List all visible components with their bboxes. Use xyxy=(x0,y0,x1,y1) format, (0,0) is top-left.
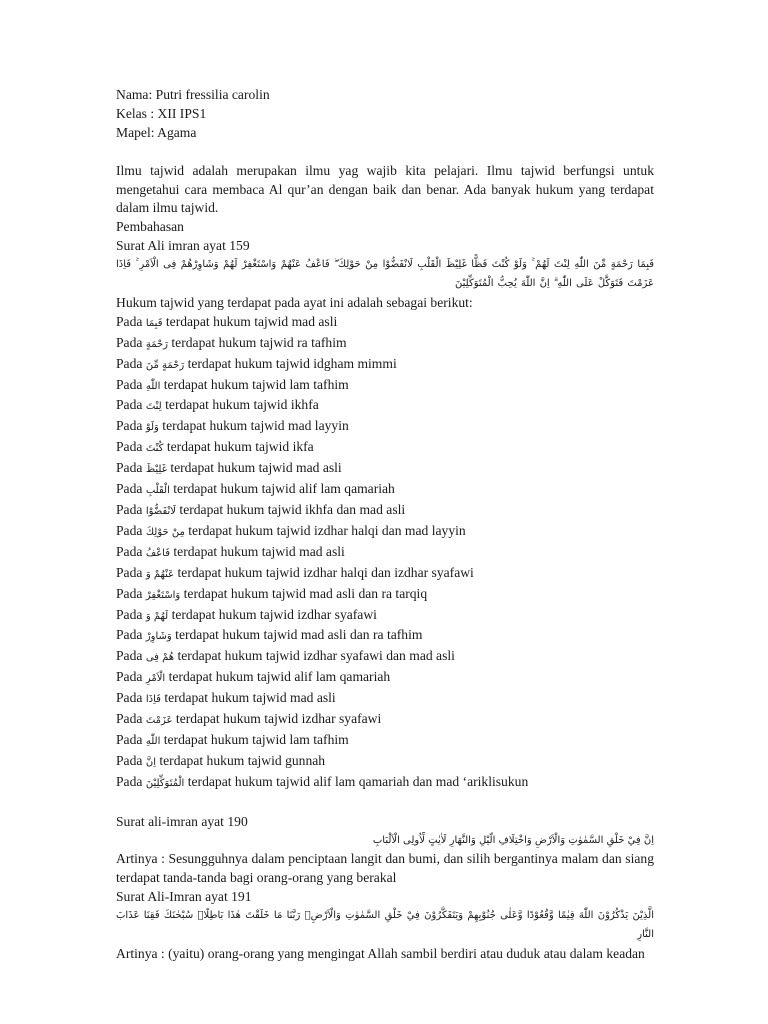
surah-191-title: Surat Ali-Imran ayat 191 xyxy=(116,889,252,905)
tajwid-rule: terdapat hukum tajwid alif lam qamariah dan mad ‘ariklisukun xyxy=(187,773,529,789)
tajwid-list-item xyxy=(116,668,654,689)
surah-190-translation: Artinya : Sesungguhnya dalam penciptaan langit dan bumi, dan silih bergantinya malam dan siang terdapat tanda-tanda bagi orang-orang yang berakal xyxy=(116,851,654,886)
pada-label: Pada xyxy=(116,313,143,329)
arabic-word: لِنْتَ xyxy=(145,401,162,413)
tajwid-rule: terdapat hukum tajwid izdhar syafawi xyxy=(171,606,377,622)
tajwid-rule: terdapat hukum tajwid ikhfa xyxy=(165,397,319,413)
spacer xyxy=(116,143,654,162)
document-content xyxy=(116,86,654,964)
arabic-word: اِنَّ xyxy=(145,756,156,768)
tajwid-rule: terdapat hukum tajwid lam tafhim xyxy=(163,731,349,747)
tajwid-list-item xyxy=(116,710,654,731)
section-heading: Pembahasan xyxy=(116,219,184,235)
pada-label: Pada xyxy=(116,711,143,727)
tajwid-rule: terdapat hukum tajwid izdhar syafawi xyxy=(175,711,382,727)
pada-label: Pada xyxy=(116,669,143,685)
arabic-word: مِنْ حَوْلِكَ xyxy=(145,526,185,538)
tajwid-rule: terdapat hukum tajwid izdhar syafawi dan mad asli xyxy=(177,648,455,664)
arabic-word: فَاِذَا xyxy=(145,694,161,706)
pada-label: Pada xyxy=(116,564,143,580)
tajwid-list-item xyxy=(116,647,654,668)
tajwid-list-item xyxy=(116,606,654,627)
tajwid-list-item xyxy=(116,773,654,794)
arabic-word: غَلِيْظَ xyxy=(145,464,167,476)
tajwid-list-item xyxy=(116,689,654,710)
arabic-word: وَاسْتَغْفِرْ xyxy=(145,589,181,601)
pada-label: Pada xyxy=(116,460,143,476)
pada-label: Pada xyxy=(116,543,143,559)
pada-label: Pada xyxy=(116,648,143,664)
arabic-word: هُمْ فِى xyxy=(145,652,175,664)
arabic-word: الْاَمْرِ xyxy=(145,673,166,685)
tajwid-list-item xyxy=(116,731,654,752)
surah-159-title: Surat Ali imran ayat 159 xyxy=(116,238,250,254)
arabic-word: الْقَلْبِ xyxy=(145,485,170,497)
tajwid-rule: terdapat hukum tajwid mad asli dan ra tafhim xyxy=(175,627,423,643)
pada-label: Pada xyxy=(116,752,143,768)
tajwid-list-item xyxy=(116,543,654,564)
arabic-word: وَشَاوِرْ xyxy=(145,631,172,643)
surah-190-arabic: اِنَّ فِيْ خَلْقِ السَّمٰوٰتِ وَالْاَرْضِ وَاخْتِلَافِ الَّيْلِ وَالنَّهَارِ لَاٰيٰتٍ لِّاُولِى الْاَلْبَابِ xyxy=(372,834,654,846)
pada-label: Pada xyxy=(116,376,143,392)
pada-label: Pada xyxy=(116,355,143,371)
spacer xyxy=(116,794,654,813)
arabic-word: لَهُمْ وَ xyxy=(145,610,169,622)
arabic-word: اللّٰهِ xyxy=(145,380,161,392)
pada-label: Pada xyxy=(116,481,143,497)
pada-label: Pada xyxy=(116,627,143,643)
tajwid-list-item xyxy=(116,334,654,355)
arabic-word: كُنْتَ xyxy=(145,443,164,455)
tajwid-rule: terdapat hukum tajwid mad layyin xyxy=(162,418,349,434)
pada-label: Pada xyxy=(116,397,143,413)
tajwid-list-item xyxy=(116,313,654,334)
pada-label: Pada xyxy=(116,773,143,789)
pada-label: Pada xyxy=(116,522,143,538)
tajwid-rule: terdapat hukum tajwid idgham mimmi xyxy=(187,355,397,371)
tajwid-rule: terdapat hukum tajwid mad asli xyxy=(173,543,345,559)
tajwid-list-item xyxy=(116,396,654,417)
pada-label: Pada xyxy=(116,690,143,706)
tajwid-rule: terdapat hukum tajwid ra tafhim xyxy=(171,334,347,350)
pada-label: Pada xyxy=(116,731,143,747)
surah-191-translation: Artinya : (yaitu) orang-orang yang mengingat Allah sambil berdiri atau duduk atau dalam keadan xyxy=(116,945,645,961)
intro-paragraph: Ilmu tajwid adalah merupakan ilmu yag wajib kita pelajari. Ilmu tajwid berfungsi untuk mengetahui cara membaca Al qur’an dengan baik dan benar. Ada banyak hukum yang terdapat dalam ilmu tajwid. xyxy=(116,162,654,216)
tajwid-list-item xyxy=(116,376,654,397)
arabic-word: لَانْفَضُّوْا xyxy=(145,506,177,518)
pada-label: Pada xyxy=(116,502,143,518)
arabic-word: فَاعْفُ xyxy=(145,547,170,559)
tajwid-list-item xyxy=(116,480,654,501)
surah-190-title: Surat ali-imran ayat 190 xyxy=(116,813,248,829)
tajwid-rule: terdapat hukum tajwid alif lam qamariah xyxy=(173,481,395,497)
student-name: Nama: Putri fressilia carolin xyxy=(116,87,270,102)
tajwid-rule: terdapat hukum tajwid izdhar halqi dan izdhar syafawi xyxy=(177,564,474,580)
tajwid-rule: terdapat hukum tajwid alif lam qamariah xyxy=(168,669,391,685)
tajwid-list-item xyxy=(116,752,654,773)
arabic-word: رَحْمَةٍ مِّنَ xyxy=(145,359,185,371)
arabic-word: الْمُتَوَكِّلِيْنَ xyxy=(145,777,185,789)
tajwid-list-item xyxy=(116,522,654,543)
pada-label: Pada xyxy=(116,418,143,434)
surah-159-arabic: فَبِمَا رَحْمَةٍ مِّنَ اللّٰهِ لِنْتَ لَهُمْ ۚ وَلَوْ كُنْتَ فَظًّا غَلِيْظَ الْقَلْبِ لَانْفَضُّوْا مِنْ حَوْلِكَ ۖ فَاعْفُ عَنْهُمْ وَاسْتَغْفِرْ لَهُمْ وَشَاوِرْهُمْ فِى الْاَمْرِ ۚ فَاِذَا عَزَمْتَ فَتَوَكَّلْ عَلَى اللّٰهِ ۗ اِنَّ اللّٰهَ يُحِبُّ الْمُتَوَكِّلِيْنَ xyxy=(116,259,654,290)
tajwid-list-item xyxy=(116,417,654,438)
arabic-word: رَحْمَةٍ xyxy=(145,338,168,350)
tajwid-rule: terdapat hukum tajwid mad asli xyxy=(170,460,342,476)
tajwid-rule: terdapat hukum tajwid lam tafhim xyxy=(163,376,349,392)
tajwid-list-item xyxy=(116,438,654,459)
tajwid-list-item xyxy=(116,626,654,647)
tajwid-rule: terdapat hukum tajwid ikhfa dan mad asli xyxy=(179,502,406,518)
student-class: Kelas : XII IPS1 xyxy=(116,105,207,121)
tajwid-list-item xyxy=(116,501,654,522)
subject: Mapel: Agama xyxy=(116,124,197,140)
tajwid-rule: terdapat hukum tajwid mad asli xyxy=(165,313,338,329)
arabic-word: اللّٰهِ xyxy=(145,735,161,747)
pada-label: Pada xyxy=(116,585,143,601)
tajwid-rule: terdapat hukum tajwid izdhar halqi dan mad layyin xyxy=(188,522,466,538)
pada-label: Pada xyxy=(116,606,143,622)
tajwid-list-item xyxy=(116,564,654,585)
tajwid-rule: terdapat hukum tajwid ikfa xyxy=(166,439,314,455)
pada-label: Pada xyxy=(116,439,143,455)
arabic-word: عَنْهُمْ وَ xyxy=(145,568,175,580)
tajwid-list xyxy=(116,313,654,794)
tajwid-list-item xyxy=(116,459,654,480)
tajwid-rule: terdapat hukum tajwid mad asli xyxy=(164,690,336,706)
tajwid-list-item xyxy=(116,355,654,376)
tajwid-list-item xyxy=(116,585,654,606)
arabic-word: وَلَوْ xyxy=(145,422,159,434)
pada-label: Pada xyxy=(116,334,143,350)
arabic-word: عَزَمْتَ xyxy=(145,715,173,727)
surah-191-arabic: الَّذِيْنَ يَذْكُرُوْنَ اللّٰهَ قِيٰمًا وَّقُعُوْدًا وَّعَلٰى جُنُوْبِهِمْ وَيَتَفَكَّرُوْنَ فِيْ خَلْقِ السَّمٰوٰتِ وَالْاَرْضِۚ رَبَّنَا مَا خَلَقْتَ هٰذَا بَاطِلًاۚ سُبْحٰنَكَ فَقِنَا عَذَابَ النَّارِ xyxy=(116,910,654,941)
hukum-intro: Hukum tajwid yang terdapat pada ayat ini adalah sebagai berikut: xyxy=(116,294,473,310)
tajwid-rule: terdapat hukum tajwid mad asli dan ra tarqiq xyxy=(183,585,428,601)
tajwid-rule: terdapat hukum tajwid gunnah xyxy=(159,752,326,768)
arabic-word: فَبِمَا xyxy=(145,317,163,329)
